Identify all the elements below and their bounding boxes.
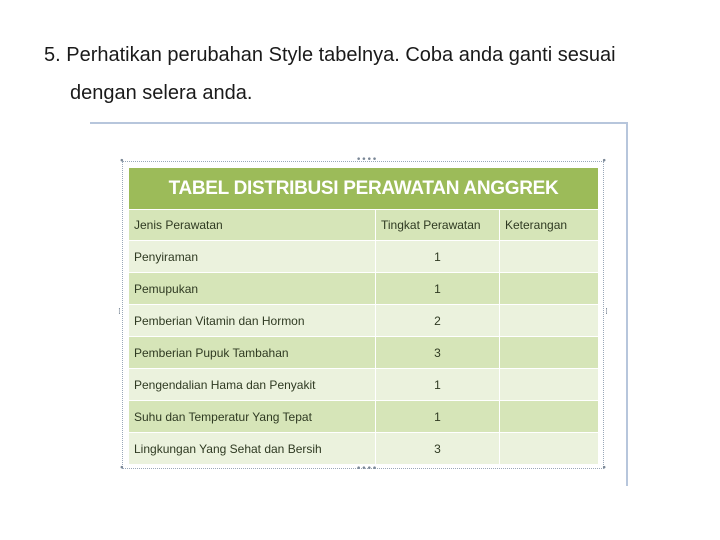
cell-keterangan[interactable] — [500, 273, 599, 305]
instruction-line-1: 5. Perhatikan perubahan Style tabelnya. Coba anda ganti sesuai — [44, 44, 616, 66]
cell-keterangan[interactable] — [500, 305, 599, 337]
resize-handle-top-left[interactable]: ∙ — [119, 156, 125, 166]
cell-tingkat[interactable]: 3 — [376, 433, 500, 465]
cell-jenis[interactable]: Pemberian Vitamin dan Hormon — [129, 305, 376, 337]
instruction-line-2: dengan selera anda. — [70, 82, 253, 104]
table-row — [129, 401, 599, 433]
table-row — [129, 273, 599, 305]
cell-keterangan[interactable] — [500, 401, 599, 433]
resize-handle-bottom-left[interactable]: ∙ — [119, 463, 125, 473]
cell-jenis[interactable]: Suhu dan Temperatur Yang Tepat — [129, 401, 376, 433]
resize-handle-bottom[interactable]: •••• — [356, 464, 378, 474]
cell-jenis[interactable]: Pemupukan — [129, 273, 376, 305]
table-row — [129, 369, 599, 401]
resize-handle-top-right[interactable]: ∙ — [601, 156, 607, 166]
resize-handle-bottom-right[interactable]: ∙ — [601, 463, 607, 473]
cell-jenis[interactable]: Penyiraman — [129, 241, 376, 273]
cell-keterangan[interactable] — [500, 241, 599, 273]
table-row — [129, 433, 599, 465]
cell-tingkat[interactable]: 2 — [376, 305, 500, 337]
cell-keterangan[interactable] — [500, 337, 599, 369]
header-jenis-perawatan[interactable]: Jenis Perawatan — [129, 210, 376, 241]
table-title[interactable]: TABEL DISTRIBUSI PERAWATAN ANGGREK — [129, 168, 599, 210]
table-row — [129, 305, 599, 337]
table-selection-frame[interactable] — [118, 155, 608, 474]
cell-tingkat[interactable]: 3 — [376, 337, 500, 369]
cell-tingkat[interactable]: 1 — [376, 401, 500, 433]
header-tingkat-perawatan[interactable]: Tingkat Perawatan — [376, 210, 500, 241]
cell-tingkat[interactable]: 1 — [376, 369, 500, 401]
cell-jenis[interactable]: Lingkungan Yang Sehat dan Bersih — [129, 433, 376, 465]
cell-tingkat[interactable]: 1 — [376, 273, 500, 305]
cell-jenis[interactable]: Pengendalian Hama dan Penyakit — [129, 369, 376, 401]
resize-handle-right[interactable]: ⁞ — [605, 307, 608, 317]
cell-jenis[interactable]: Pemberian Pupuk Tambahan — [129, 337, 376, 369]
table-row — [129, 241, 599, 273]
document-frame-top-edge — [90, 122, 628, 124]
cell-keterangan[interactable] — [500, 433, 599, 465]
cell-tingkat[interactable]: 1 — [376, 241, 500, 273]
instruction-text — [44, 36, 694, 112]
cell-keterangan[interactable] — [500, 369, 599, 401]
document-frame-right-edge — [626, 122, 628, 486]
resize-handle-top[interactable]: •••• — [356, 155, 378, 165]
distribusi-table — [128, 167, 599, 465]
resize-handle-left[interactable]: ⁞ — [118, 307, 121, 317]
table-row — [129, 337, 599, 369]
header-keterangan[interactable]: Keterangan — [500, 210, 599, 241]
